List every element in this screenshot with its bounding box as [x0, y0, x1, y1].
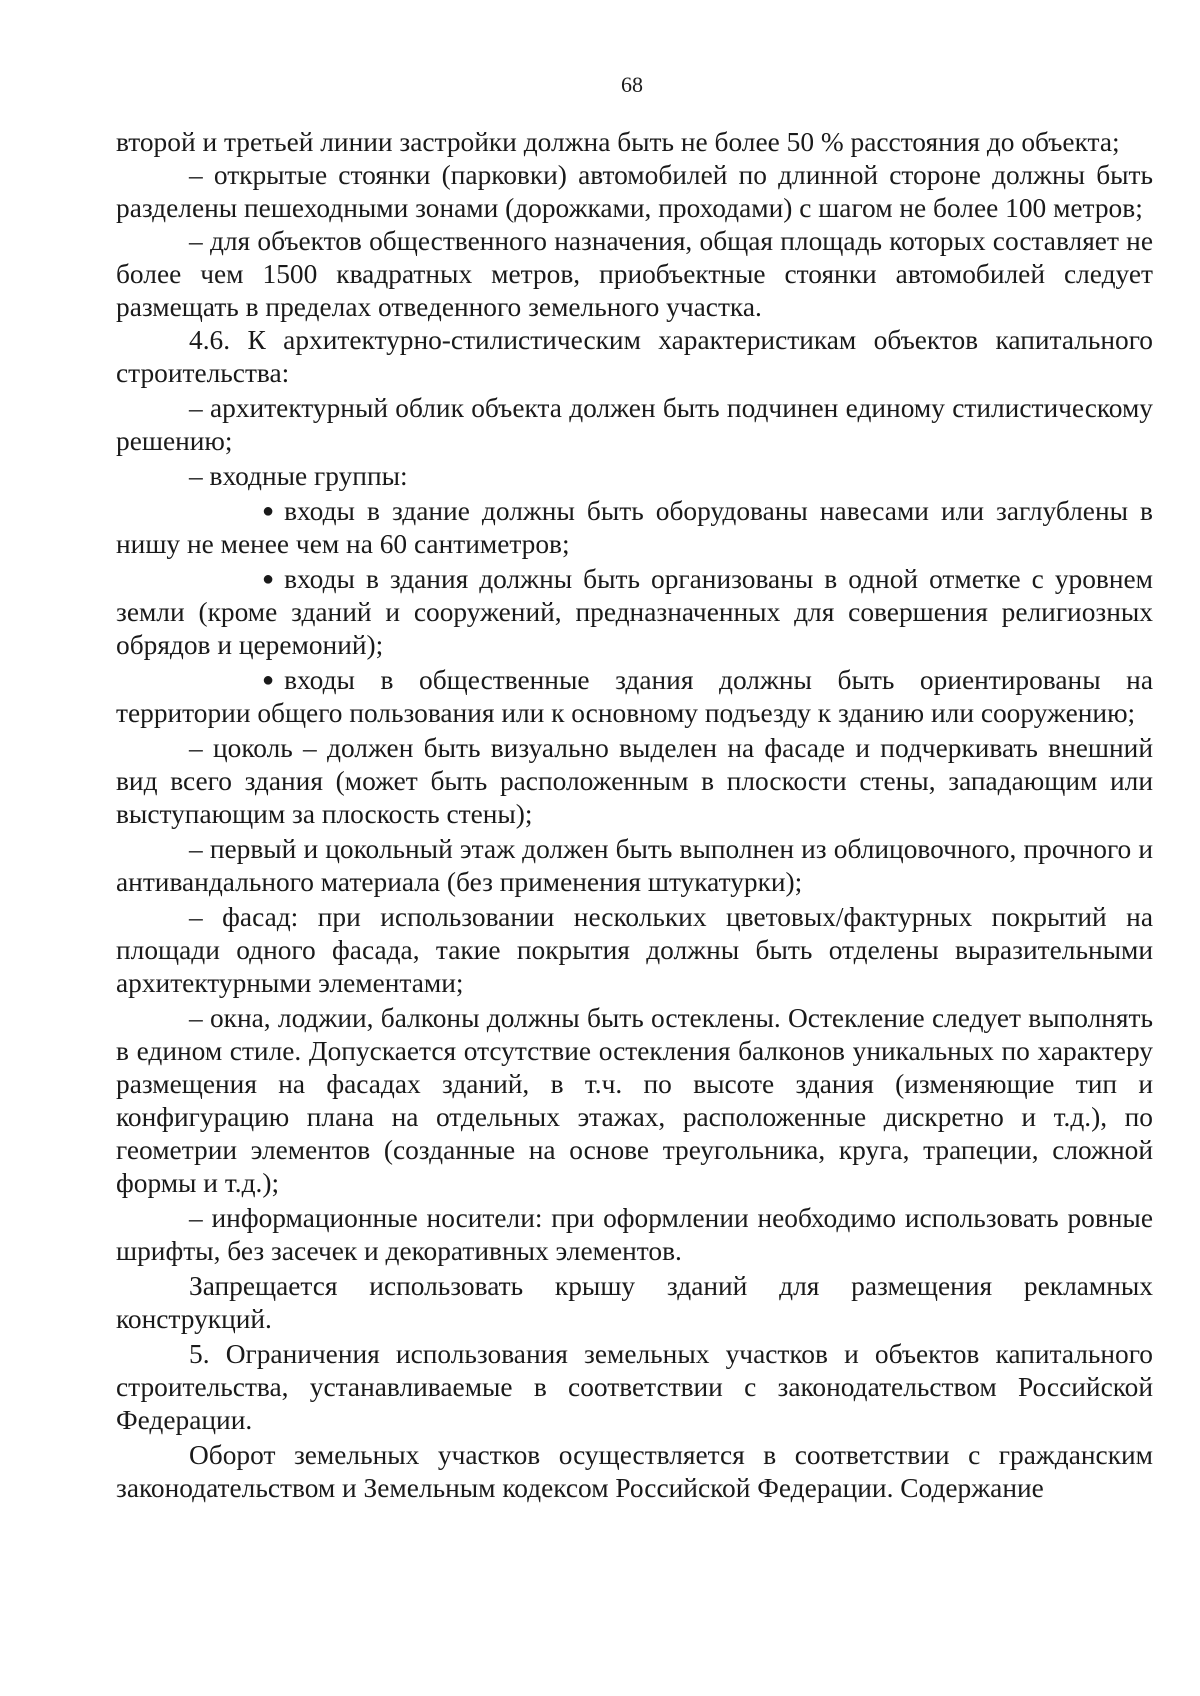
- bullet-icon: ●: [262, 568, 275, 590]
- paragraph-section-4-6: 4.6. К архитектурно-стилистическим характеристикам объектов капитального строительства:: [116, 325, 1153, 388]
- bullet-item-text: входы в здания должны быть организованы в одной отметке с уровнем земли (кроме зданий и сооружений, предназначенных для совершения религиозных обрядов и церемоний);: [116, 564, 1153, 660]
- paragraph-roof-advertising: Запрещается использовать крышу зданий для размещения рекламных конструкций.: [116, 1271, 1153, 1334]
- paragraph-windows-balconies: – окна, лоджии, балконы должны быть остеклены. Остекление следует выполнять в едином стиле. Допускается отсутствие остекления балконов уникальных по характеру размещения на фасадах зданий, в т.ч. по высоте здания (изменяющие тип и конфигурацию плана на отдельных этажах, расположенные дискретно и т.д.), по геометрии элементов (созданные на основе треугольника, круга, трапеции, сложной формы и т.д.);: [116, 1003, 1153, 1198]
- paragraph-public-objects-parking: – для объектов общественного назначения, общая площадь которых составляет не более чем 1500 квадратных метров, приобъектные стоянки автомобилей следует размещать в пределах отведенного земельного участка.: [116, 226, 1153, 322]
- document-body: [116, 126, 1153, 1505]
- bullet-icon: ●: [262, 500, 275, 522]
- paragraph-parking-zones: – открытые стоянки (парковки) автомобилей по длинной стороне должны быть разделены пешеходными зонами (дорожками, проходами) с шагом не более 100 метров;: [116, 160, 1153, 223]
- paragraph-architectural-appearance: – архитектурный облик объекта должен быть подчинен единому стилистическому решению;: [116, 393, 1153, 456]
- paragraph-entrance-groups: – входные группы:: [189, 461, 408, 491]
- paragraph-information-carriers: – информационные носители: при оформлении необходимо использовать ровные шрифты, без засечек и декоративных элементов.: [116, 1203, 1153, 1266]
- bullet-item-orientation: [116, 664, 1153, 730]
- page-number: 68: [621, 72, 643, 97]
- paragraph-plinth: – цоколь – должен быть визуально выделен на фасаде и подчеркивать внешний вид всего здания (может быть расположенным в плоскости стены, западающим или выступающим за плоскость стены);: [116, 733, 1153, 829]
- bullet-icon: ●: [262, 669, 275, 691]
- paragraph-continuation: второй и третьей линии застройки должна быть не более 50 % расстояния до объекта;: [116, 127, 1120, 157]
- paragraph-first-floor: – первый и цокольный этаж должен быть выполнен из облицовочного, прочного и антивандального материала (без применения штукатурки);: [116, 834, 1153, 897]
- paragraph-facade: – фасад: при использовании нескольких цветовых/фактурных покрытий на площади одного фасада, такие покрытия должны быть отделены выразительными архитектурными элементами;: [116, 902, 1153, 998]
- paragraph-land-turnover: Оборот земельных участков осуществляется в соответствии с гражданским законодательством и Земельным кодексом Российской Федерации. Содержание: [116, 1440, 1153, 1503]
- bullet-item-text: входы в здание должны быть оборудованы навесами или заглублены в нишу не менее чем на 60 сантиметров;: [116, 496, 1153, 559]
- paragraph-section-5: 5. Ограничения использования земельных участков и объектов капитального строительства, устанавливаемые в соответствии с законодательством Российской Федерации.: [116, 1339, 1153, 1435]
- bullet-item-canopies: [116, 495, 1153, 561]
- bullet-item-text: входы в общественные здания должны быть ориентированы на территории общего пользования или к основному подъезду к зданию или сооружению;: [116, 665, 1153, 728]
- bullet-item-ground-level: [116, 563, 1153, 662]
